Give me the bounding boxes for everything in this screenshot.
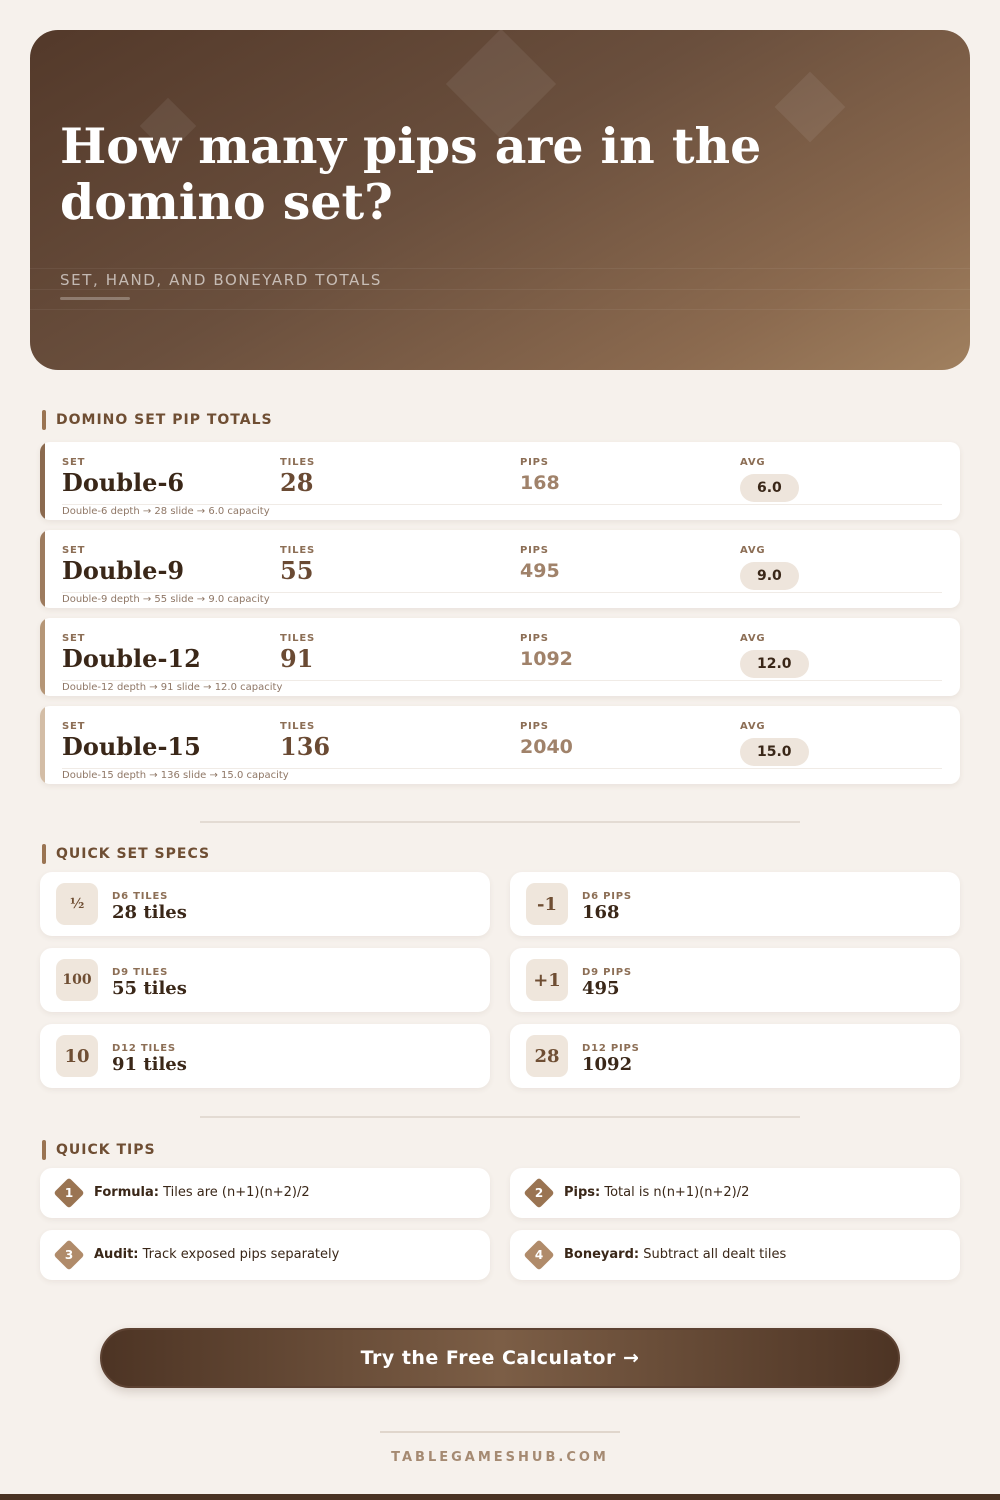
tiles-column-label: TILES xyxy=(280,545,315,556)
tip-body: Track exposed pips separately xyxy=(142,1247,340,1262)
spec-value: 168 xyxy=(582,902,620,923)
card-divider xyxy=(62,504,942,505)
tip-number: 4 xyxy=(534,1248,544,1262)
section-title: QUICK TIPS xyxy=(56,1142,156,1158)
avg-column-label: AVG xyxy=(740,545,766,556)
spec-icon-badge: 28 xyxy=(526,1035,568,1077)
divider xyxy=(200,1116,800,1118)
set-column-label: SET xyxy=(62,545,86,556)
section-header-totals xyxy=(42,410,273,430)
average-badge: 9.0 xyxy=(740,562,799,590)
tiles-column-label: TILES xyxy=(280,633,315,644)
divider xyxy=(200,821,800,823)
tip-number-icon xyxy=(54,1178,84,1208)
set-column-label: SET xyxy=(62,457,86,468)
spec-card xyxy=(40,948,490,1012)
hero-banner xyxy=(30,30,970,370)
pips-column-label: PIPS xyxy=(520,457,549,468)
tip-card xyxy=(510,1168,960,1218)
tip-body: Tiles are (n+1)(n+2)/2 xyxy=(163,1185,310,1200)
set-column-label: SET xyxy=(62,721,86,732)
spec-card xyxy=(40,1024,490,1088)
spec-value: 495 xyxy=(582,978,620,999)
spec-value: 1092 xyxy=(582,1054,633,1075)
section-title: QUICK SET SPECS xyxy=(56,846,211,862)
set-note: Double-9 depth → 55 slide → 9.0 capacity xyxy=(62,594,270,605)
pips-column-label: PIPS xyxy=(520,545,549,556)
spec-icon-badge: 100 xyxy=(56,959,98,1001)
tip-number: 2 xyxy=(534,1186,544,1200)
tip-title: Audit: xyxy=(94,1247,139,1262)
set-note: Double-15 depth → 136 slide → 15.0 capacity xyxy=(62,770,289,781)
tip-number-icon xyxy=(524,1178,554,1208)
pip-count: 1092 xyxy=(520,648,573,670)
card-divider xyxy=(62,768,942,769)
spec-card xyxy=(510,872,960,936)
set-card-accent xyxy=(40,618,45,696)
tile-count: 28 xyxy=(280,468,314,497)
section-marker xyxy=(42,1140,46,1160)
spec-value: 55 tiles xyxy=(112,978,187,999)
tip-text xyxy=(94,1247,339,1262)
tiles-column-label: TILES xyxy=(280,721,315,732)
spec-label: D12 PIPS xyxy=(582,1043,640,1054)
tip-number: 1 xyxy=(64,1186,74,1200)
set-card xyxy=(40,530,960,608)
calculator-cta-button[interactable]: Try the Free Calculator → xyxy=(100,1328,900,1388)
tip-text xyxy=(564,1185,749,1200)
set-card xyxy=(40,618,960,696)
pips-column-label: PIPS xyxy=(520,633,549,644)
card-divider xyxy=(62,592,942,593)
set-card-accent xyxy=(40,530,45,608)
set-note: Double-12 depth → 91 slide → 12.0 capacity xyxy=(62,682,283,693)
average-badge: 6.0 xyxy=(740,474,799,502)
spec-card xyxy=(40,872,490,936)
page-title: How many pips are in the domino set? xyxy=(60,117,762,231)
spec-card xyxy=(510,948,960,1012)
tiles-column-label: TILES xyxy=(280,457,315,468)
set-name: Double-12 xyxy=(62,644,201,673)
footer-divider xyxy=(380,1431,620,1433)
spec-label: D6 TILES xyxy=(112,891,169,902)
pip-count: 2040 xyxy=(520,736,573,758)
section-title: DOMINO SET PIP TOTALS xyxy=(56,412,273,428)
spec-label: D9 TILES xyxy=(112,967,169,978)
pip-count: 495 xyxy=(520,560,560,582)
pips-column-label: PIPS xyxy=(520,721,549,732)
tip-body: Total is n(n+1)(n+2)/2 xyxy=(604,1185,750,1200)
avg-column-label: AVG xyxy=(740,457,766,468)
page-subtitle: SET, HAND, AND BONEYARD TOTALS xyxy=(60,271,382,289)
tip-card xyxy=(40,1168,490,1218)
set-name: Double-6 xyxy=(62,468,185,497)
set-name: Double-15 xyxy=(62,732,201,761)
section-header-specs xyxy=(42,844,210,864)
spec-icon-badge: 10 xyxy=(56,1035,98,1077)
avg-column-label: AVG xyxy=(740,721,766,732)
tip-number-icon xyxy=(54,1240,84,1270)
tile-count: 91 xyxy=(280,644,314,673)
subtitle-underline xyxy=(60,297,130,300)
average-badge: 15.0 xyxy=(740,738,809,766)
decorative-line xyxy=(30,289,970,290)
footer-site-name: TABLEGAMESHUB.COM xyxy=(391,1450,609,1465)
tip-title: Pips: xyxy=(564,1185,601,1200)
set-note: Double-6 depth → 28 slide → 6.0 capacity xyxy=(62,506,270,517)
tip-card xyxy=(40,1230,490,1280)
spec-icon-badge: -1 xyxy=(526,883,568,925)
tip-title: Formula: xyxy=(94,1185,159,1200)
spec-label: D6 PIPS xyxy=(582,891,632,902)
spec-icon-badge: +1 xyxy=(526,959,568,1001)
avg-column-label: AVG xyxy=(740,633,766,644)
spec-value: 91 tiles xyxy=(112,1054,187,1075)
pip-count: 168 xyxy=(520,472,560,494)
tip-text xyxy=(564,1247,786,1262)
section-marker xyxy=(42,410,46,430)
tip-number: 3 xyxy=(64,1248,74,1262)
tip-body: Subtract all dealt tiles xyxy=(643,1247,787,1262)
average-badge: 12.0 xyxy=(740,650,809,678)
tile-count: 55 xyxy=(280,556,314,585)
spec-label: D12 TILES xyxy=(112,1043,176,1054)
card-divider xyxy=(62,680,942,681)
decorative-line xyxy=(30,309,970,310)
tip-card xyxy=(510,1230,960,1280)
bottom-strip xyxy=(0,1494,1000,1500)
spec-card xyxy=(510,1024,960,1088)
tile-count: 136 xyxy=(280,732,331,761)
set-card xyxy=(40,706,960,784)
spec-value: 28 tiles xyxy=(112,902,187,923)
section-header-tips xyxy=(42,1140,156,1160)
tip-number-icon xyxy=(524,1240,554,1270)
spec-icon-badge: ½ xyxy=(56,883,98,925)
set-card-accent xyxy=(40,706,45,784)
section-marker xyxy=(42,844,46,864)
tip-text xyxy=(94,1185,310,1200)
tip-title: Boneyard: xyxy=(564,1247,640,1262)
decorative-line xyxy=(30,268,970,269)
set-column-label: SET xyxy=(62,633,86,644)
spec-label: D9 PIPS xyxy=(582,967,632,978)
set-card-accent xyxy=(40,442,45,520)
set-name: Double-9 xyxy=(62,556,185,585)
set-card xyxy=(40,442,960,520)
